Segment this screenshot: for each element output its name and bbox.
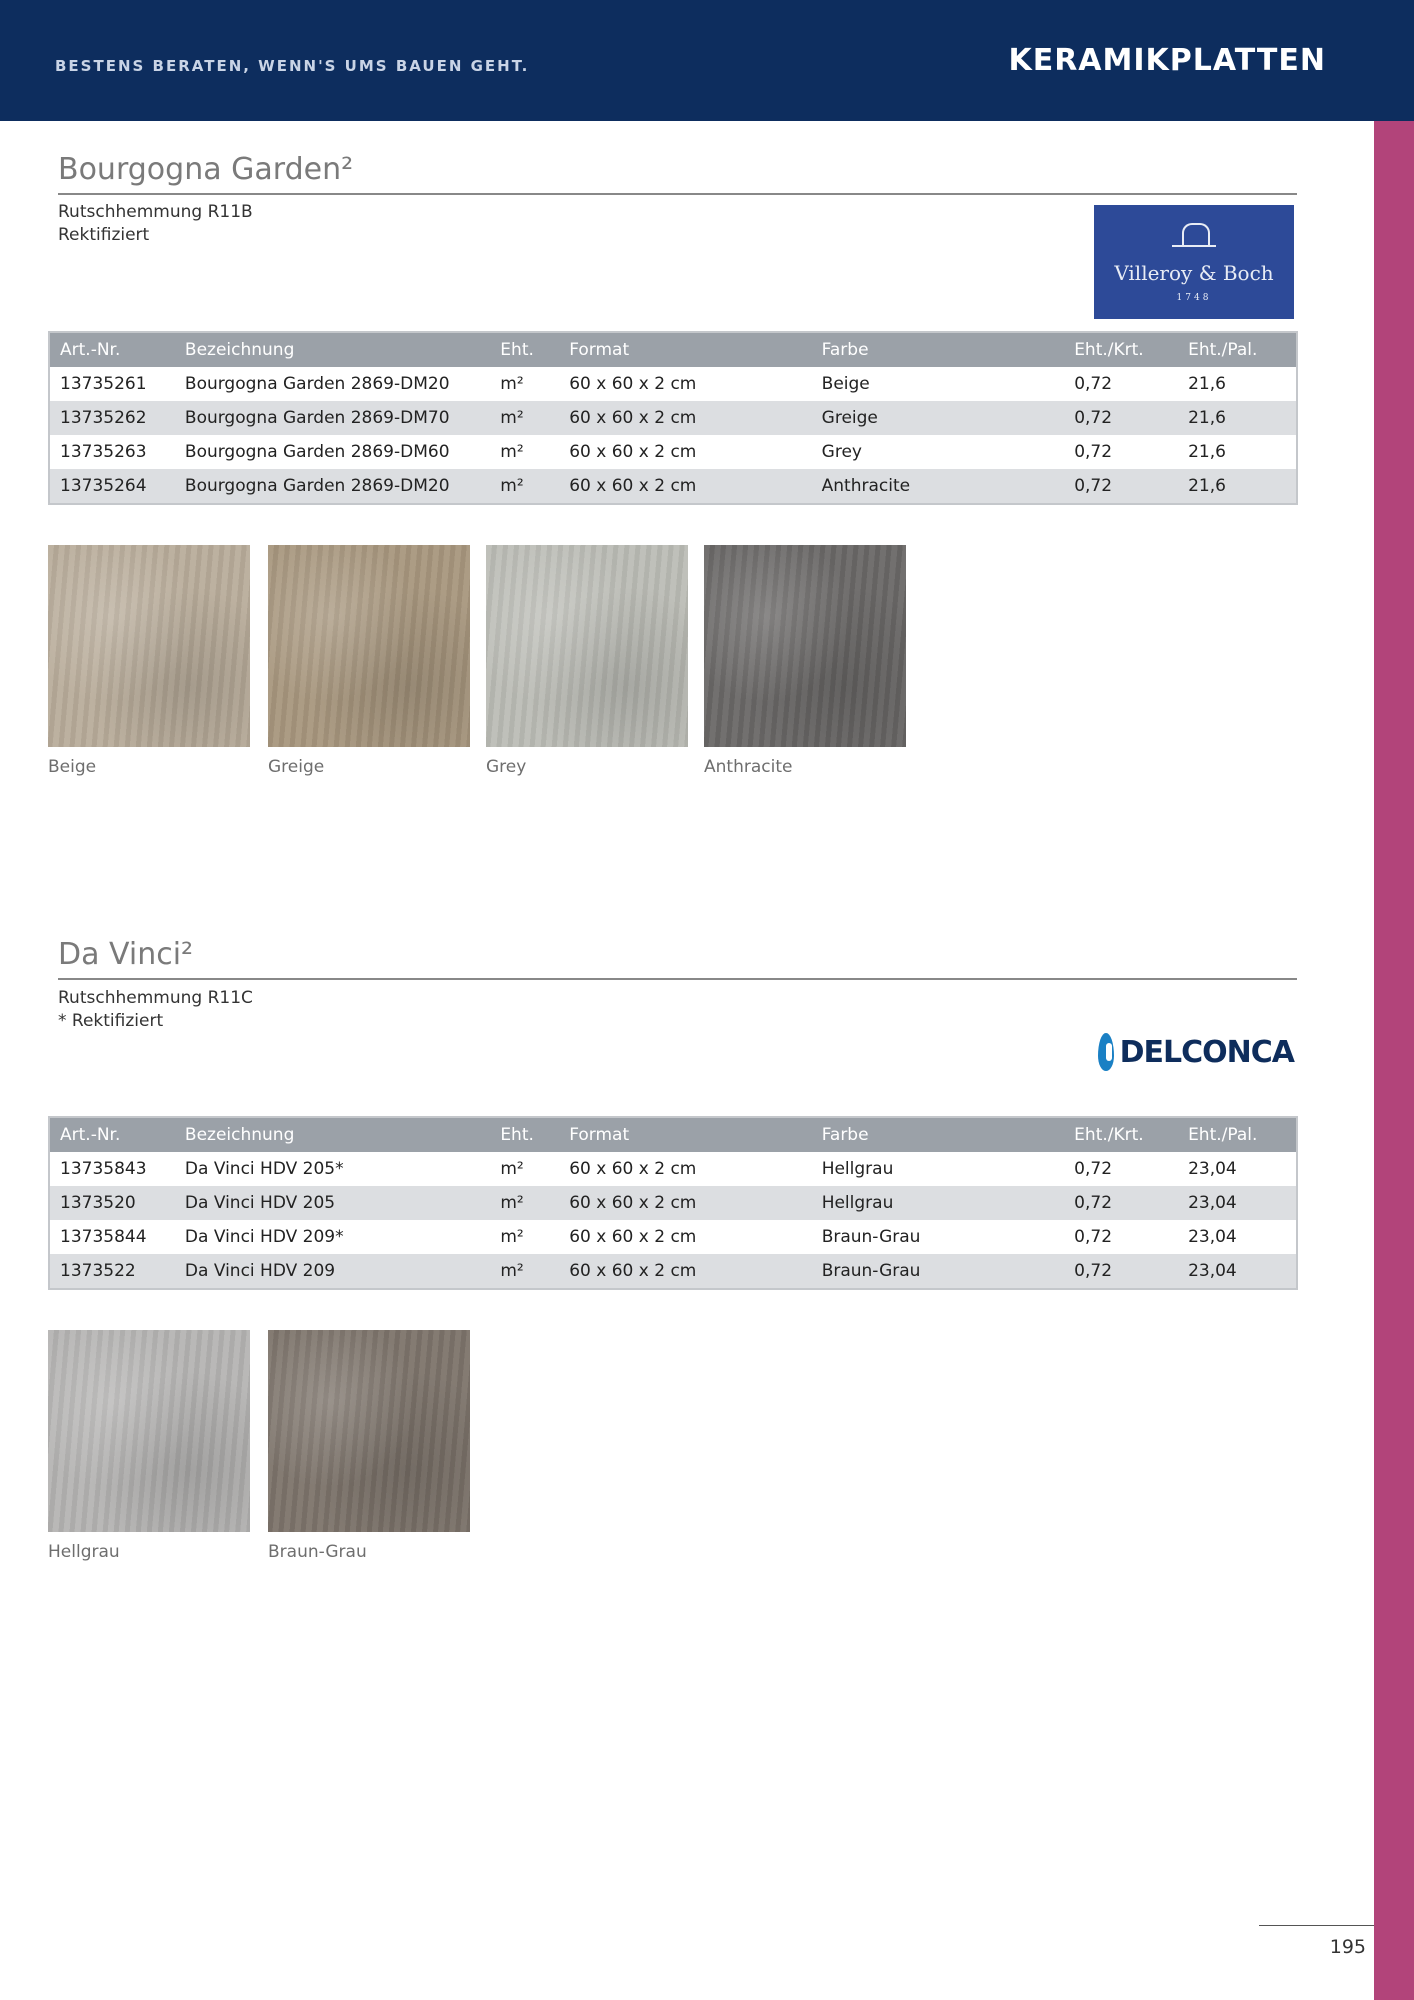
cell-eht-pal: 23,04 <box>1188 1227 1237 1247</box>
cell-bezeichnung: Da Vinci HDV 205 <box>175 1186 490 1220</box>
col-header-farbe: Farbe <box>812 1117 1064 1152</box>
cell-art-nr: 13735844 <box>60 1227 147 1247</box>
swatch-label: Braun-Grau <box>268 1542 367 1562</box>
property-slip-resistance: Rutschhemmung R11C <box>58 988 253 1008</box>
logo-name: Villeroy & Boch <box>1114 261 1274 285</box>
col-header-eht: Eht. <box>490 332 559 367</box>
cell-eht: m² <box>500 1227 524 1247</box>
logo-year: 1748 <box>1176 293 1212 303</box>
side-accent-bar <box>1374 121 1414 2000</box>
cell-eht-pal: 21,6 <box>1178 401 1297 435</box>
table-row <box>49 401 1297 435</box>
cell-format: 60 x 60 x 2 cm <box>569 1227 697 1247</box>
cell-eht-krt: 0,72 <box>1074 374 1113 394</box>
cell-art-nr: 13735843 <box>60 1159 147 1179</box>
water-drop-icon <box>1098 1033 1114 1071</box>
col-header-bezeichnung: Bezeichnung <box>175 332 490 367</box>
cell-eht-krt: 0,72 <box>1074 442 1113 462</box>
cell-eht-pal: 23,04 <box>1178 1186 1297 1220</box>
section-title: Da Vinci² <box>58 937 194 972</box>
cell-bezeichnung: Da Vinci HDV 209 <box>175 1254 490 1289</box>
property-rectified: Rektifiziert <box>58 225 150 245</box>
cell-farbe: Greige <box>812 401 1065 435</box>
page-header <box>0 0 1414 121</box>
product-table <box>48 331 1298 505</box>
col-header-format: Format <box>559 1117 811 1152</box>
section-divider <box>58 193 1297 195</box>
table-row <box>49 1254 1297 1289</box>
table-header-row <box>49 1117 1297 1152</box>
cell-format: 60 x 60 x 2 cm <box>569 442 697 462</box>
cell-bezeichnung: Bourgogna Garden 2869-DM60 <box>184 442 450 462</box>
cell-art-nr: 13735262 <box>49 401 175 435</box>
section-title: Bourgogna Garden² <box>58 152 354 187</box>
cell-eht-pal: 21,6 <box>1188 374 1226 394</box>
tile-swatch-hellgrau <box>48 1330 250 1532</box>
cell-art-nr: 13735261 <box>60 374 147 394</box>
cell-bezeichnung: Bourgogna Garden 2869-DM70 <box>175 401 490 435</box>
cell-art-nr: 1373522 <box>49 1254 175 1289</box>
cell-farbe: Braun-Grau <box>821 1227 921 1247</box>
logo-name: DELCONCA <box>1119 1034 1294 1070</box>
cell-eht-pal: 21,6 <box>1178 469 1297 504</box>
col-header-eht: Eht. <box>490 1117 559 1152</box>
tile-swatch-greige <box>268 545 470 747</box>
col-header-art-nr: Art.-Nr. <box>49 332 175 367</box>
cell-art-nr: 13735263 <box>60 442 147 462</box>
page-number: 195 <box>1329 1936 1366 1958</box>
cell-farbe: Hellgrau <box>812 1186 1064 1220</box>
cell-art-nr: 1373520 <box>49 1186 175 1220</box>
swatch-label: Beige <box>48 757 97 777</box>
cell-eht-krt: 0,72 <box>1064 1186 1178 1220</box>
cell-eht: m² <box>490 401 559 435</box>
tile-swatch-grey <box>486 545 688 747</box>
cell-art-nr: 13735264 <box>49 469 175 504</box>
col-header-farbe: Farbe <box>812 332 1065 367</box>
cell-eht: m² <box>490 1254 559 1289</box>
cell-farbe: Grey <box>821 442 862 462</box>
cell-farbe: Braun-Grau <box>812 1254 1064 1289</box>
cell-bezeichnung: Bourgogna Garden 2869-DM20 <box>175 469 490 504</box>
swatch-label: Grey <box>486 757 527 777</box>
col-header-bezeichnung: Bezeichnung <box>175 1117 490 1152</box>
cell-farbe: Hellgrau <box>821 1159 894 1179</box>
col-header-format: Format <box>559 332 811 367</box>
swatch-label: Hellgrau <box>48 1542 120 1562</box>
cell-bezeichnung: Da Vinci HDV 205* <box>184 1159 344 1179</box>
tile-swatch-braun-grau <box>268 1330 470 1532</box>
table-row <box>49 469 1297 504</box>
table-row <box>49 367 1297 401</box>
cell-eht: m² <box>500 374 524 394</box>
cell-bezeichnung: Da Vinci HDV 209* <box>184 1227 344 1247</box>
product-table <box>48 1116 1298 1290</box>
table-row <box>49 435 1297 469</box>
cell-eht: m² <box>490 469 559 504</box>
header-title: KERAMIKPLATTEN <box>1008 43 1326 78</box>
col-header-eht-pal: Eht./Pal. <box>1178 1117 1297 1152</box>
swatch-label: Anthracite <box>704 757 793 777</box>
table-row <box>49 1152 1297 1186</box>
section-divider <box>58 978 1297 980</box>
cell-eht: m² <box>490 1186 559 1220</box>
cell-farbe: Anthracite <box>812 469 1065 504</box>
cell-eht-krt: 0,72 <box>1064 401 1178 435</box>
villeroy-boch-logo <box>1094 205 1294 319</box>
cell-format: 60 x 60 x 2 cm <box>569 1159 697 1179</box>
cell-format: 60 x 60 x 2 cm <box>559 401 811 435</box>
cell-farbe: Beige <box>821 374 870 394</box>
tile-swatch-anthracite <box>704 545 906 747</box>
table-header-row <box>49 332 1297 367</box>
cell-eht-pal: 23,04 <box>1188 1159 1237 1179</box>
col-header-eht-krt: Eht./Krt. <box>1064 332 1178 367</box>
swatch-label: Greige <box>268 757 325 777</box>
table-row <box>49 1186 1297 1220</box>
cell-bezeichnung: Bourgogna Garden 2869-DM20 <box>184 374 450 394</box>
cell-format: 60 x 60 x 2 cm <box>559 1254 811 1289</box>
table-row <box>49 1220 1297 1254</box>
cell-eht-pal: 23,04 <box>1178 1254 1297 1289</box>
cell-format: 60 x 60 x 2 cm <box>569 374 697 394</box>
cell-eht-krt: 0,72 <box>1064 1254 1178 1289</box>
cell-eht: m² <box>500 442 524 462</box>
cell-eht-krt: 0,72 <box>1074 1227 1113 1247</box>
col-header-art-nr: Art.-Nr. <box>49 1117 175 1152</box>
delconca-logo <box>1098 1022 1294 1082</box>
cell-eht-krt: 0,72 <box>1074 1159 1113 1179</box>
header-tagline: BESTENS BERATEN, WENN'S UMS BAUEN GEHT. <box>55 57 530 75</box>
col-header-eht-krt: Eht./Krt. <box>1064 1117 1178 1152</box>
property-rectified: * Rektifiziert <box>58 1011 164 1031</box>
footer-divider <box>1259 1925 1374 1926</box>
property-slip-resistance: Rutschhemmung R11B <box>58 202 253 222</box>
tile-swatch-beige <box>48 545 250 747</box>
cell-eht: m² <box>500 1159 524 1179</box>
cell-eht-pal: 21,6 <box>1188 442 1226 462</box>
col-header-eht-pal: Eht./Pal. <box>1178 332 1297 367</box>
cell-eht-krt: 0,72 <box>1064 469 1178 504</box>
cell-format: 60 x 60 x 2 cm <box>559 469 811 504</box>
cell-format: 60 x 60 x 2 cm <box>559 1186 811 1220</box>
